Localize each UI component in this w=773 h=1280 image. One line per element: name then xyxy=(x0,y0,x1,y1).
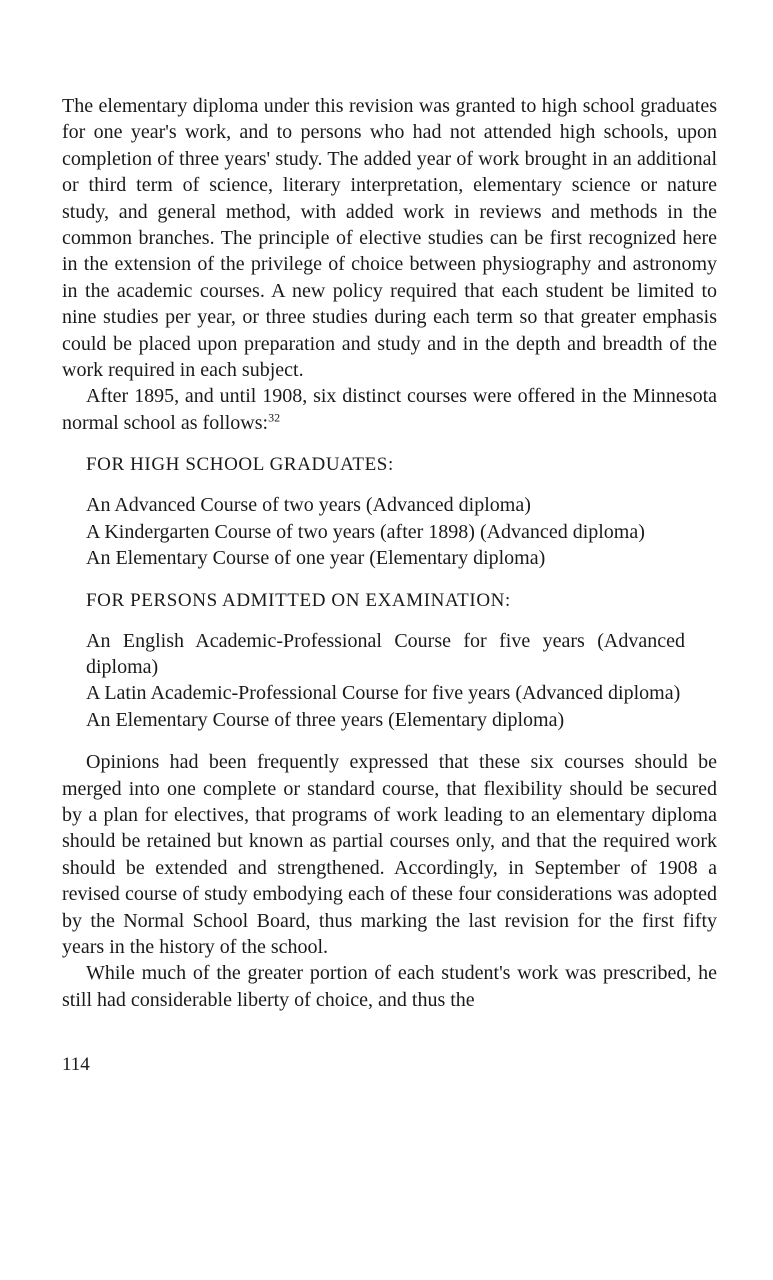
heading-high-school-graduates: FOR HIGH SCHOOL GRADUATES: xyxy=(86,454,394,476)
page-number: 114 xyxy=(62,1054,90,1075)
course-list-examination xyxy=(86,628,717,734)
list-item: An Elementary Course of one year (Elementary diploma) xyxy=(86,547,546,570)
list-item: A Kindergarten Course of two years (after 1898) (Advanced diploma) xyxy=(86,520,645,543)
footnote-ref: 32 xyxy=(268,410,281,425)
list-item: A Latin Academic-Professional Course for five years (Advanced diploma) xyxy=(86,682,681,705)
heading-admitted-on-examination: FOR PERSONS ADMITTED ON EXAMINATION: xyxy=(86,589,511,611)
paragraph-liberty-of-choice: While much of the greater portion of each student's work was prescribed, he still had considerable liberty of choice, and thus the xyxy=(62,962,717,1011)
list-item: An English Academic-Professional Course for five years (Advanced diploma) xyxy=(86,629,685,678)
list-item: An Advanced Course of two years (Advanced diploma) xyxy=(86,494,531,517)
paragraph-six-courses-text: After 1895, and until 1908, six distinct courses were offered in the Minnesota normal school as follows: xyxy=(62,385,717,434)
paragraph-elementary-diploma: The elementary diploma under this revision was granted to high school graduates for one year's work, and to persons who had not attended high schools, upon completion of three years' study. The added year of work brought in an additional or third term of science, literary interpretation, elementary science or nature study, and general method, with added work in reviews and methods in the common branches. The principle of elective studies can be first recognized here in the extension of the privilege of choice between physiography and astronomy in the academic courses. A new policy required that each student be limited to nine studies per year, or three studies during each term so that greater emphasis could be placed upon preparation and study and in the depth and breadth of the work required in each subject. xyxy=(62,95,717,382)
list-item: An Elementary Course of three years (Elementary diploma) xyxy=(86,708,565,731)
paragraph-six-courses xyxy=(62,383,717,436)
page-body xyxy=(62,93,717,1013)
course-list-graduates xyxy=(86,492,717,571)
paragraph-merged-courses: Opinions had been frequently expressed that these six courses should be merged into one complete or standard course, that flexibility should be secured by a plan for electives, that programs of work leading to an elementary diploma should be retained but known as partial courses only, and that the required work should be extended and strengthened. Accordingly, in September of 1908 a revised course of study embodying each of these four considerations was adopted by the Normal School Board, thus marking the last revision for the first fifty years in the history of the school. xyxy=(62,751,717,958)
